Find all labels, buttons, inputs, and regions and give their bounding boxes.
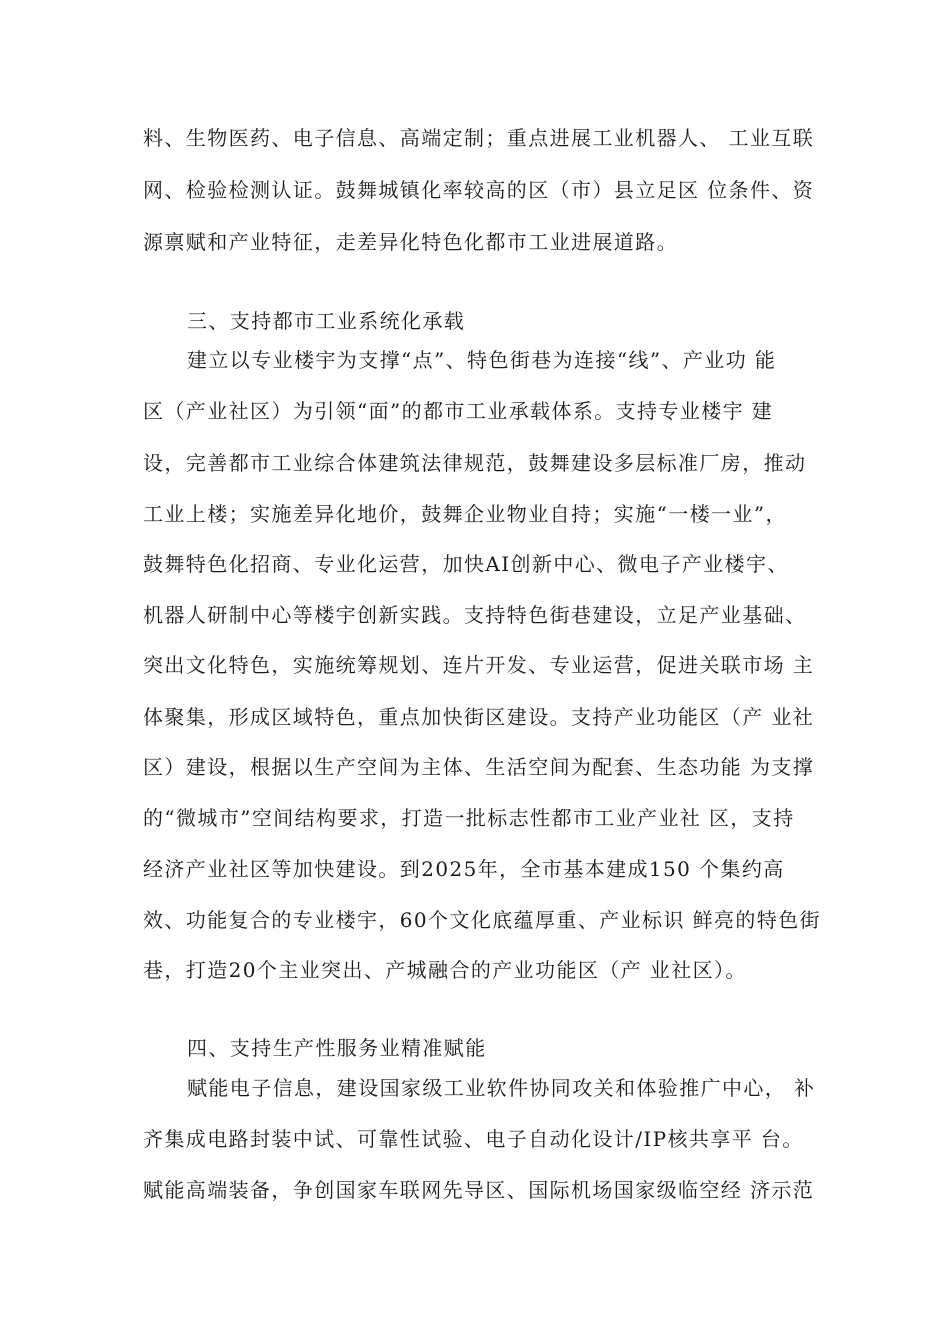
paragraph-line: 源禀赋和产业特征，走差异化特色化都市工业进展道路。 bbox=[143, 230, 678, 254]
paragraph-line: 效、功能复合的专业楼宇，60个文化底蕴厚重、产业标识 鲜亮的特色街 bbox=[143, 908, 822, 932]
paragraph-line: 齐集成电路封装中试、可靠性试验、电子自动化设计/IP核共享平 台。 bbox=[143, 1127, 804, 1151]
paragraph-line: 经济产业社区等加快建设。到2025年，全市基本建成150 个集约高 bbox=[143, 857, 785, 881]
paragraph-line: 体聚集，形成区域特色，重点加快街区建设。支持产业功能区（产 业社 bbox=[143, 705, 815, 729]
paragraph-line: 巷，打造20个主业突出、产城融合的产业功能区（产 业社区）。 bbox=[143, 958, 747, 982]
paragraph-line: 区）建设，根据以生产空间为主体、生活空间为配套、生态功能 为支撑 bbox=[143, 755, 815, 779]
paragraph-line: 鼓舞特色化招商、专业化运营，加快AI创新中心、微电子产业楼宇、 bbox=[143, 552, 789, 576]
section-heading: 三、支持都市工业系统化承载 bbox=[187, 309, 466, 333]
paragraph-line: 建立以专业楼宇为支撑“点”、特色街巷为连接“线”、产业功 能 bbox=[187, 348, 777, 372]
paragraph-line: 赋能电子信息，建设国家级工业软件协同攻关和体验推广中心， 补 bbox=[187, 1076, 816, 1100]
paragraph-line: 网、检验检测认证。鼓舞城镇化率较高的区（市）县立足区 位条件、资 bbox=[143, 178, 815, 202]
paragraph-line: 区（产业社区）为引领“面”的都市工业承载体系。支持专业楼宇 建 bbox=[143, 399, 774, 423]
section-heading: 四、支持生产性服务业精准赋能 bbox=[187, 1036, 487, 1060]
paragraph-line: 突出文化特色，实施统筹规划、连片开发、专业运营，促进关联市场 主 bbox=[143, 653, 815, 677]
paragraph-line: 机器人研制中心等楼宇创新实践。支持特色街巷建设，立足产业基础、 bbox=[143, 603, 807, 627]
paragraph-line: 赋能高端装备，争创国家车联网先导区、国际机场国家级临空经 济示范 bbox=[143, 1178, 815, 1202]
paragraph-line: 料、生物医药、电子信息、高端定制；重点进展工业机器人、 工业互联 bbox=[143, 126, 815, 150]
paragraph-line: 工业上楼；实施差异化地价，鼓舞企业物业自持；实施“一楼一业”， bbox=[143, 502, 787, 526]
paragraph-line: 设，完善都市工业综合体建筑法律规范，鼓舞建设多层标准厂房，推动 bbox=[143, 451, 807, 475]
paragraph-line: 的“微城市”空间结构要求，打造一批标志性都市工业产业社 区，支持 bbox=[143, 806, 795, 830]
